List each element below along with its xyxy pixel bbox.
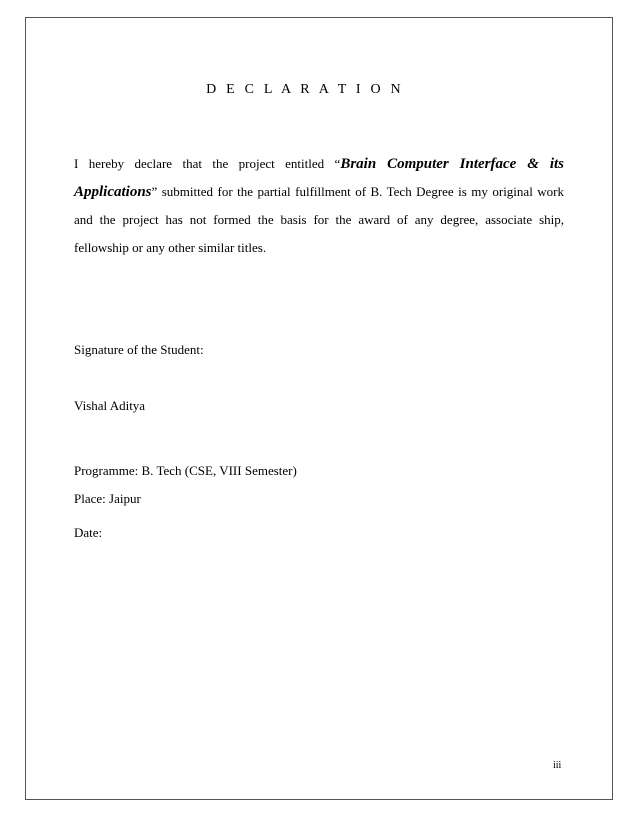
project-title: Brain Computer Interface & its Applications	[74, 156, 564, 200]
declaration-body: ” submitted for the partial fulfillment of B. Tech Degree is my original work and the project has not formed the basis for the award of any degree, associate ship, fellowship or any other similar titles.	[74, 184, 564, 255]
student-name: Vishal Aditya	[74, 398, 146, 413]
place-line: Place: Jaipur	[74, 491, 141, 506]
signature-label: Signature of the Student:	[74, 342, 204, 357]
declaration-paragraph	[74, 150, 564, 262]
date-label: Date:	[74, 525, 103, 540]
declaration-intro: I hereby declare that the project entitled “	[74, 156, 341, 171]
page-number: iii	[553, 760, 562, 771]
programme-line: Programme: B. Tech (CSE, VIII Semester)	[74, 463, 297, 478]
page-heading: D E C L A R A T I O N	[206, 82, 404, 97]
